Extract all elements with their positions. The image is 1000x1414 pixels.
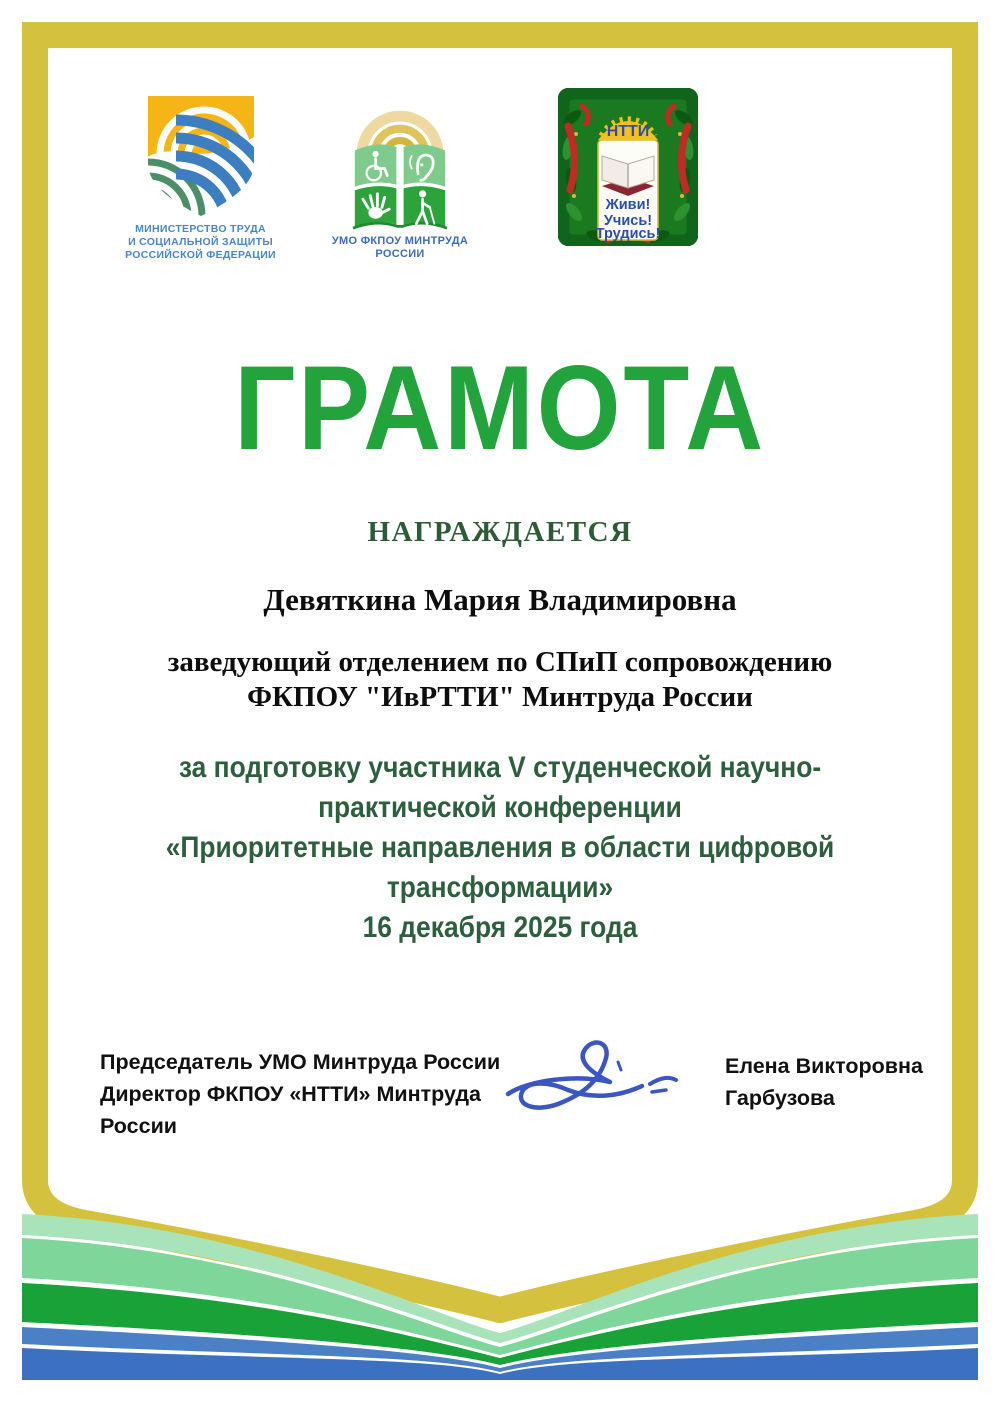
reason-line: «Приоритетные направления в области цифровой [165,831,835,864]
signatory-title-line: Директор ФКПОУ «НТТИ» Минтруда [100,1082,481,1106]
signatory-title-line: Председатель УМО Минтруда России [100,1050,501,1074]
recipient-name: Девяткина Мария Владимировна [263,582,737,617]
ministry-caption-line: И СОЦИАЛЬНОЙ ЗАЩИТЫ [128,236,273,248]
signatory-name [725,1050,955,1114]
signatory-title [100,1046,510,1142]
ntti-abbr: НТТИ [606,123,650,140]
umo-caption: УМО ФКПОУ МИНТРУДА РОССИИ [331,235,469,260]
ntti-motto-line: Живи! [605,197,651,213]
ntti-logo [558,88,698,246]
ministry-caption-line: МИНИСТЕРСТВО ТРУДА [135,223,266,235]
award-reason [60,748,940,948]
ntti-emblem-icon [558,88,698,246]
umo-logo [325,98,475,261]
signatory-name-line: Гарбузова [725,1086,835,1110]
signature-icon [500,1032,700,1132]
signatory-title-line: России [100,1114,178,1138]
ministry-emblem-icon [146,94,256,218]
ministry-logo [118,94,283,262]
reason-line: 16 декабря 2025 года [362,911,638,944]
reason-line: практической конференции [318,791,682,824]
award-label: НАГРАЖДАЕТСЯ [367,516,633,548]
position-line: заведующий отделением по СПиП сопровождению [167,646,833,678]
ntti-motto-line: Учись! [603,213,653,229]
ntti-motto-line: Трудись! [595,226,661,242]
reason-line: трансформации» [386,871,614,904]
ministry-caption-line: РОССИЙСКОЙ ФЕДЕРАЦИИ [125,249,276,261]
position-line: ФКПОУ "ИвРТТИ" Минтруда России [247,681,753,713]
sun-dome-icon [598,120,658,140]
certificate-title: ГРАМОТА [234,341,766,475]
reason-line: за подготовку участника V студенческой научно- [178,751,822,784]
umo-emblem-icon [340,98,460,230]
recipient-position [0,645,1000,715]
signatory-name-line: Елена Викторовна [725,1054,923,1078]
bottom-waves-decoration [0,1150,1000,1414]
